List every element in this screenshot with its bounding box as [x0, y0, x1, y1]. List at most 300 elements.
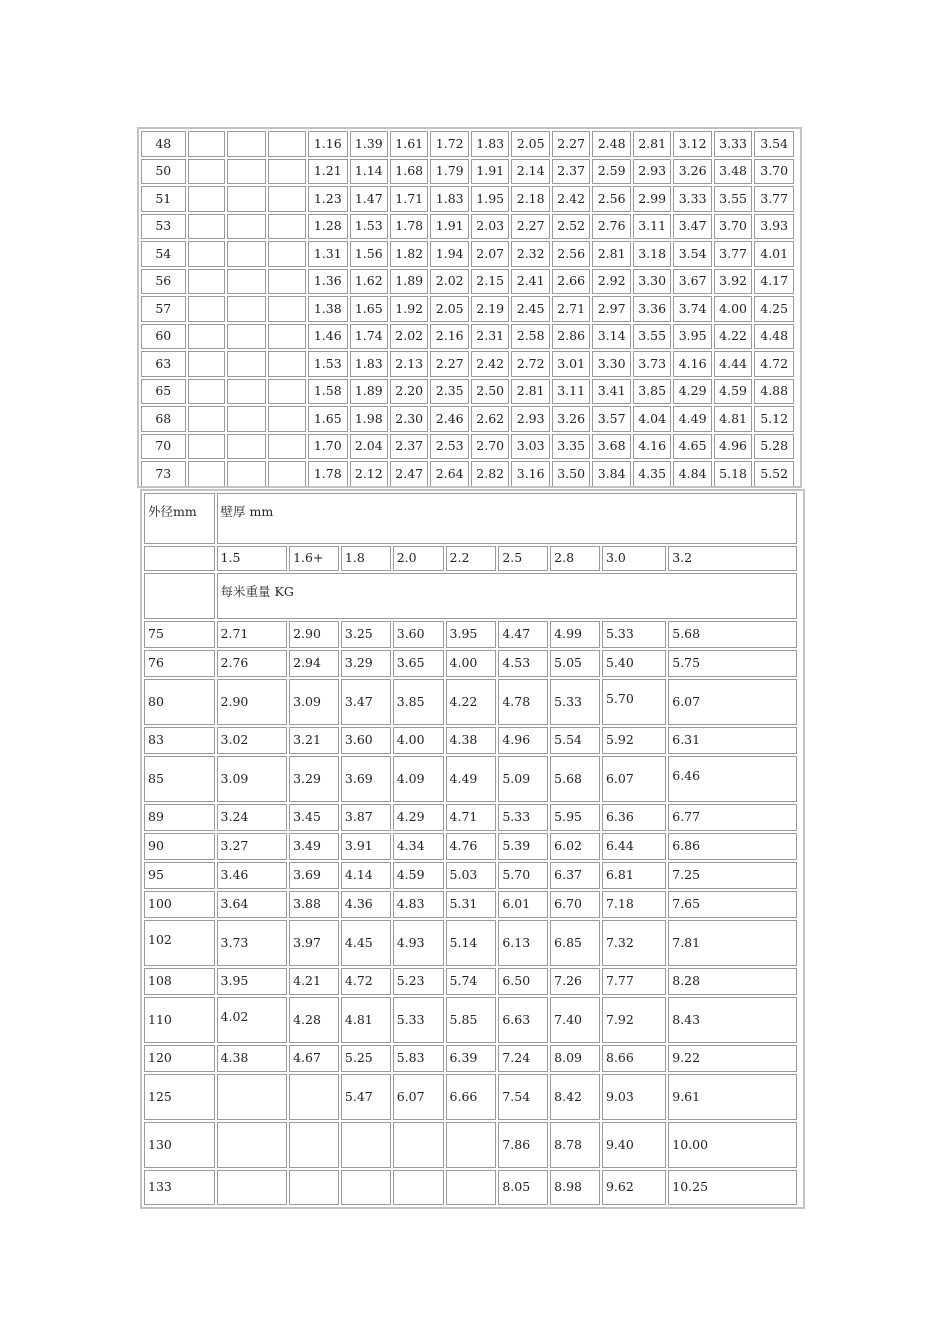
weight-cell: 3.03 [511, 434, 549, 460]
weight-cell: 5.54 [550, 727, 600, 754]
weight-cell: 5.18 [714, 461, 752, 487]
weight-cell [227, 214, 265, 240]
weight-cell: 5.75 [668, 650, 797, 677]
table-row [141, 379, 794, 405]
weight-cell: 4.84 [673, 461, 711, 487]
weight-cell: 4.38 [217, 1045, 288, 1072]
weight-cell: 5.52 [754, 461, 794, 487]
outer-diameter-cell: 70 [141, 434, 186, 460]
table-row [141, 461, 794, 487]
outer-diameter-cell: 102 [144, 920, 215, 966]
weight-cell: 2.35 [430, 379, 468, 405]
outer-diameter-cell: 100 [144, 891, 215, 918]
outer-diameter-cell: 90 [144, 833, 215, 860]
weight-cell: 1.92 [390, 296, 428, 322]
weight-cell: 1.71 [390, 186, 428, 212]
weight-cell: 2.42 [471, 351, 509, 377]
weight-cell: 2.20 [390, 379, 428, 405]
weight-cell [188, 186, 225, 212]
table-row [144, 621, 797, 648]
weight-cell: 3.11 [633, 214, 671, 240]
outer-diameter-cell: 60 [141, 324, 186, 350]
weight-cell: 2.58 [511, 324, 549, 350]
weight-cell [289, 1074, 339, 1120]
weight-cell: 3.29 [341, 650, 391, 677]
weight-cell: 3.95 [673, 324, 711, 350]
weight-cell: 6.81 [602, 862, 666, 889]
weight-cell: 3.95 [446, 621, 497, 648]
weight-cell: 1.47 [350, 186, 388, 212]
weight-cell: 1.16 [308, 131, 348, 157]
weight-cell: 2.27 [511, 214, 549, 240]
weight-cell: 7.18 [602, 891, 666, 918]
weight-cell: 2.03 [471, 214, 509, 240]
weight-cell [188, 351, 225, 377]
weight-cell [268, 296, 306, 322]
weight-cell [227, 434, 265, 460]
weight-cell: 5.05 [550, 650, 600, 677]
weight-cell: 3.30 [592, 351, 630, 377]
weight-cell: 9.03 [602, 1074, 666, 1120]
weight-cell: 7.92 [602, 997, 666, 1043]
weight-cell: 2.50 [471, 379, 509, 405]
weight-cell: 3.88 [289, 891, 339, 918]
weight-cell: 4.81 [341, 997, 391, 1043]
weight-cell: 4.47 [498, 621, 548, 648]
weight-cell: 8.78 [550, 1122, 600, 1168]
weight-cell: 3.65 [393, 650, 444, 677]
weight-cell: 1.62 [350, 269, 388, 295]
weight-cell: 4.48 [754, 324, 794, 350]
weight-cell: 3.49 [289, 833, 339, 860]
weight-cell: 3.12 [673, 131, 711, 157]
weight-cell: 3.84 [592, 461, 630, 487]
weight-cell: 1.95 [471, 186, 509, 212]
weight-cell: 5.23 [393, 968, 444, 995]
outer-diameter-cell: 133 [144, 1170, 215, 1205]
table-row [144, 997, 797, 1043]
weight-cell: 2.52 [552, 214, 590, 240]
weight-cell: 4.00 [393, 727, 444, 754]
weight-cell: 3.85 [633, 379, 671, 405]
weight-cell: 2.07 [471, 241, 509, 267]
weight-cell: 2.48 [592, 131, 630, 157]
weight-cell: 4.02 [217, 997, 288, 1043]
weight-cell: 6.46 [668, 756, 797, 802]
weight-cell: 4.72 [341, 968, 391, 995]
weight-cell: 3.91 [341, 833, 391, 860]
weight-cell: 1.91 [471, 159, 509, 185]
weight-cell: 4.34 [393, 833, 444, 860]
outer-diameter-cell: 80 [144, 679, 215, 725]
outer-diameter-cell: 125 [144, 1074, 215, 1120]
weight-cell [268, 434, 306, 460]
weight-cell: 7.26 [550, 968, 600, 995]
weight-cell: 8.66 [602, 1045, 666, 1072]
weight-cell [341, 1170, 391, 1205]
table-row [144, 862, 797, 889]
weight-cell: 1.89 [350, 379, 388, 405]
weight-cell: 3.47 [673, 214, 711, 240]
weight-cell: 6.01 [498, 891, 548, 918]
outer-diameter-cell: 50 [141, 159, 186, 185]
weight-cell: 5.74 [446, 968, 497, 995]
weight-cell: 5.33 [393, 997, 444, 1043]
weight-cell [217, 1074, 288, 1120]
weight-cell: 3.85 [393, 679, 444, 725]
table-row [144, 756, 797, 802]
weight-cell: 3.27 [217, 833, 288, 860]
weight-cell: 1.61 [390, 131, 428, 157]
weight-cell: 7.77 [602, 968, 666, 995]
weight-cell: 2.41 [511, 269, 549, 295]
weight-cell: 3.01 [552, 351, 590, 377]
weight-cell: 5.40 [602, 650, 666, 677]
weight-cell: 3.25 [341, 621, 391, 648]
weight-cell: 4.72 [754, 351, 794, 377]
table-row [144, 679, 797, 725]
weight-cell: 4.65 [673, 434, 711, 460]
weight-cell: 10.25 [668, 1170, 797, 1205]
weight-cell: 1.89 [390, 269, 428, 295]
weight-cell: 1.36 [308, 269, 348, 295]
weight-cell: 2.72 [511, 351, 549, 377]
weight-cell: 2.92 [592, 269, 630, 295]
weight-cell: 1.28 [308, 214, 348, 240]
table-row [141, 214, 794, 240]
weight-cell: 6.02 [550, 833, 600, 860]
weight-cell [268, 351, 306, 377]
thickness-cell: 3.2 [668, 546, 797, 571]
outer-diameter-cell: 95 [144, 862, 215, 889]
weight-cell [227, 379, 265, 405]
weight-cell: 4.96 [714, 434, 752, 460]
weight-cell: 5.14 [446, 920, 497, 966]
weight-cell: 3.30 [633, 269, 671, 295]
weight-cell: 4.17 [754, 269, 794, 295]
table-row [144, 891, 797, 918]
outer-diameter-cell: 83 [144, 727, 215, 754]
weight-cell: 8.42 [550, 1074, 600, 1120]
weight-cell: 2.81 [633, 131, 671, 157]
weight-cell: 3.16 [511, 461, 549, 487]
weight-cell: 4.16 [673, 351, 711, 377]
weight-cell: 2.53 [430, 434, 468, 460]
weight-cell: 5.92 [602, 727, 666, 754]
weight-cell: 3.14 [592, 324, 630, 350]
weight-cell: 7.65 [668, 891, 797, 918]
table-row [144, 968, 797, 995]
weight-cell [188, 461, 225, 487]
weight-cell: 3.69 [289, 862, 339, 889]
weight-cell: 9.62 [602, 1170, 666, 1205]
weight-cell: 3.64 [217, 891, 288, 918]
weight-cell: 5.68 [550, 756, 600, 802]
weight-cell: 3.26 [673, 159, 711, 185]
weight-cell: 3.09 [289, 679, 339, 725]
weight-cell [289, 1170, 339, 1205]
weight-cell [188, 434, 225, 460]
weight-cell: 4.67 [289, 1045, 339, 1072]
weight-cell: 1.94 [430, 241, 468, 267]
weight-cell: 1.53 [308, 351, 348, 377]
weight-cell: 2.05 [511, 131, 549, 157]
weight-cell: 2.81 [511, 379, 549, 405]
weight-cell: 2.97 [592, 296, 630, 322]
outer-diameter-cell: 110 [144, 997, 215, 1043]
weight-cell: 5.12 [754, 406, 794, 432]
table-row [144, 920, 797, 966]
weight-cell: 3.70 [714, 214, 752, 240]
weight-cell: 4.04 [633, 406, 671, 432]
weight-cell: 2.42 [552, 186, 590, 212]
weight-cell: 4.01 [754, 241, 794, 267]
weight-cell: 2.32 [511, 241, 549, 267]
table-row [141, 296, 794, 322]
weight-cell: 4.76 [446, 833, 497, 860]
weight-cell [188, 269, 225, 295]
weight-cell [227, 131, 265, 157]
outer-diameter-cell: 73 [141, 461, 186, 487]
weight-cell [188, 406, 225, 432]
weight-cell: 7.86 [498, 1122, 548, 1168]
weight-cell: 4.53 [498, 650, 548, 677]
weight-cell: 8.43 [668, 997, 797, 1043]
weight-cell: 2.76 [217, 650, 288, 677]
table-row [141, 131, 794, 157]
weight-cell: 3.21 [289, 727, 339, 754]
weight-cell: 3.29 [289, 756, 339, 802]
weight-cell: 4.09 [393, 756, 444, 802]
thickness-row [144, 546, 797, 571]
table-row [141, 186, 794, 212]
weight-cell: 4.49 [673, 406, 711, 432]
weight-cell: 5.03 [446, 862, 497, 889]
weight-cell: 6.07 [602, 756, 666, 802]
weight-cell: 4.88 [754, 379, 794, 405]
weight-cell: 2.66 [552, 269, 590, 295]
weight-cell: 8.98 [550, 1170, 600, 1205]
weight-cell [268, 379, 306, 405]
weight-cell: 5.85 [446, 997, 497, 1043]
outer-diameter-cell: 108 [144, 968, 215, 995]
weight-cell: 5.33 [602, 621, 666, 648]
weight-cell: 3.45 [289, 804, 339, 831]
weight-cell: 2.93 [511, 406, 549, 432]
outer-diameter-cell: 76 [144, 650, 215, 677]
weight-cell: 3.50 [552, 461, 590, 487]
weight-cell: 1.83 [350, 351, 388, 377]
table-row [141, 351, 794, 377]
weight-cell: 3.93 [754, 214, 794, 240]
weight-cell: 4.22 [446, 679, 497, 725]
weight-cell: 6.63 [498, 997, 548, 1043]
weight-cell: 4.36 [341, 891, 391, 918]
weight-cell: 7.40 [550, 997, 600, 1043]
weight-cell: 7.24 [498, 1045, 548, 1072]
weight-cell [268, 214, 306, 240]
weight-cell: 3.35 [552, 434, 590, 460]
weight-cell: 1.72 [430, 131, 468, 157]
weight-cell: 3.73 [217, 920, 288, 966]
weight-cell: 5.09 [498, 756, 548, 802]
outer-diameter-cell: 54 [141, 241, 186, 267]
weight-cell: 6.66 [446, 1074, 497, 1120]
weight-cell: 5.31 [446, 891, 497, 918]
weight-cell: 4.21 [289, 968, 339, 995]
weight-cell: 4.81 [714, 406, 752, 432]
weight-cell [268, 186, 306, 212]
weight-cell: 3.26 [552, 406, 590, 432]
weight-cell: 3.55 [714, 186, 752, 212]
table-row [141, 159, 794, 185]
weight-cell: 3.36 [633, 296, 671, 322]
weight-cell: 1.31 [308, 241, 348, 267]
weight-cell: 5.70 [602, 679, 666, 725]
weight-cell: 7.25 [668, 862, 797, 889]
weight-cell: 4.59 [714, 379, 752, 405]
weight-cell: 2.02 [430, 269, 468, 295]
weight-cell: 7.54 [498, 1074, 548, 1120]
weight-cell: 2.62 [471, 406, 509, 432]
weight-cell: 8.05 [498, 1170, 548, 1205]
weight-cell [227, 241, 265, 267]
outer-diameter-cell: 130 [144, 1122, 215, 1168]
weight-unit-spacer [144, 573, 215, 619]
outer-diameter-cell: 120 [144, 1045, 215, 1072]
outer-diameter-cell: 56 [141, 269, 186, 295]
weight-cell: 3.87 [341, 804, 391, 831]
weight-cell: 6.31 [668, 727, 797, 754]
weight-cell: 1.14 [350, 159, 388, 185]
weight-cell: 2.90 [217, 679, 288, 725]
weight-cell: 3.11 [552, 379, 590, 405]
weight-cell [188, 296, 225, 322]
weight-cell: 6.70 [550, 891, 600, 918]
weight-cell: 1.21 [308, 159, 348, 185]
weight-cell: 2.02 [390, 324, 428, 350]
weight-cell: 3.57 [592, 406, 630, 432]
weight-cell: 3.54 [754, 131, 794, 157]
weight-cell [227, 461, 265, 487]
weight-cell: 2.37 [390, 434, 428, 460]
weight-cell: 5.95 [550, 804, 600, 831]
table-row [144, 1170, 797, 1205]
weight-cell: 8.09 [550, 1045, 600, 1072]
table-row [141, 269, 794, 295]
table-row [141, 324, 794, 350]
weight-cell [227, 269, 265, 295]
thickness-cell: 1.6+ [289, 546, 339, 571]
weight-cell: 2.05 [430, 296, 468, 322]
weight-cell: 3.69 [341, 756, 391, 802]
weight-cell: 2.27 [552, 131, 590, 157]
weight-cell: 3.33 [714, 131, 752, 157]
weight-cell: 2.15 [471, 269, 509, 295]
weight-cell: 4.38 [446, 727, 497, 754]
outer-diameter-cell: 57 [141, 296, 186, 322]
weight-cell [289, 1122, 339, 1168]
weight-cell: 3.24 [217, 804, 288, 831]
weight-cell: 7.32 [602, 920, 666, 966]
weight-cell: 2.94 [289, 650, 339, 677]
weight-cell: 2.93 [633, 159, 671, 185]
outer-diameter-cell: 51 [141, 186, 186, 212]
table-row [144, 1045, 797, 1072]
weight-cell [217, 1170, 288, 1205]
outer-diameter-cell: 75 [144, 621, 215, 648]
weight-cell: 5.39 [498, 833, 548, 860]
weight-cell: 3.09 [217, 756, 288, 802]
weight-cell: 2.46 [430, 406, 468, 432]
weight-cell: 4.93 [393, 920, 444, 966]
weight-cell [227, 351, 265, 377]
weight-cell: 3.60 [341, 727, 391, 754]
weight-cell: 3.77 [714, 241, 752, 267]
weight-cell: 1.82 [390, 241, 428, 267]
weight-cell: 1.79 [430, 159, 468, 185]
weight-cell: 4.83 [393, 891, 444, 918]
weight-cell: 1.58 [308, 379, 348, 405]
weight-cell: 1.53 [350, 214, 388, 240]
weight-cell: 4.22 [714, 324, 752, 350]
weight-cell: 2.90 [289, 621, 339, 648]
weight-cell: 1.39 [350, 131, 388, 157]
weight-cell [268, 269, 306, 295]
weight-cell: 2.18 [511, 186, 549, 212]
outer-diameter-cell: 68 [141, 406, 186, 432]
thickness-cell: 1.8 [341, 546, 391, 571]
weight-cell: 1.23 [308, 186, 348, 212]
weight-per-meter-label: 每米重量 KG [217, 573, 797, 619]
weight-cell: 2.04 [350, 434, 388, 460]
weight-cell: 3.47 [341, 679, 391, 725]
weight-cell: 4.29 [673, 379, 711, 405]
weight-cell [268, 241, 306, 267]
weight-cell: 2.81 [592, 241, 630, 267]
weight-cell: 3.33 [673, 186, 711, 212]
weight-cell: 4.96 [498, 727, 548, 754]
weight-cell: 2.16 [430, 324, 468, 350]
weight-cell: 3.46 [217, 862, 288, 889]
weight-cell: 4.00 [446, 650, 497, 677]
thickness-cell: 2.2 [446, 546, 497, 571]
thickness-cell: 3.0 [602, 546, 666, 571]
weight-cell: 3.18 [633, 241, 671, 267]
weight-cell: 3.48 [714, 159, 752, 185]
weight-cell: 4.45 [341, 920, 391, 966]
weight-cell: 6.36 [602, 804, 666, 831]
weight-cell: 6.07 [393, 1074, 444, 1120]
weight-cell: 6.44 [602, 833, 666, 860]
weight-cell: 1.65 [350, 296, 388, 322]
weight-cell: 2.64 [430, 461, 468, 487]
weight-cell: 3.95 [217, 968, 288, 995]
weight-cell: 4.16 [633, 434, 671, 460]
weight-cell: 1.38 [308, 296, 348, 322]
weight-cell: 1.46 [308, 324, 348, 350]
table-row [141, 241, 794, 267]
weight-cell: 2.13 [390, 351, 428, 377]
weight-cell: 2.71 [217, 621, 288, 648]
weight-cell: 6.39 [446, 1045, 497, 1072]
weight-cell: 6.77 [668, 804, 797, 831]
weight-cell [227, 186, 265, 212]
weight-cell: 3.54 [673, 241, 711, 267]
thickness-cell: 2.8 [550, 546, 600, 571]
weight-cell [393, 1170, 444, 1205]
weight-cell [393, 1122, 444, 1168]
